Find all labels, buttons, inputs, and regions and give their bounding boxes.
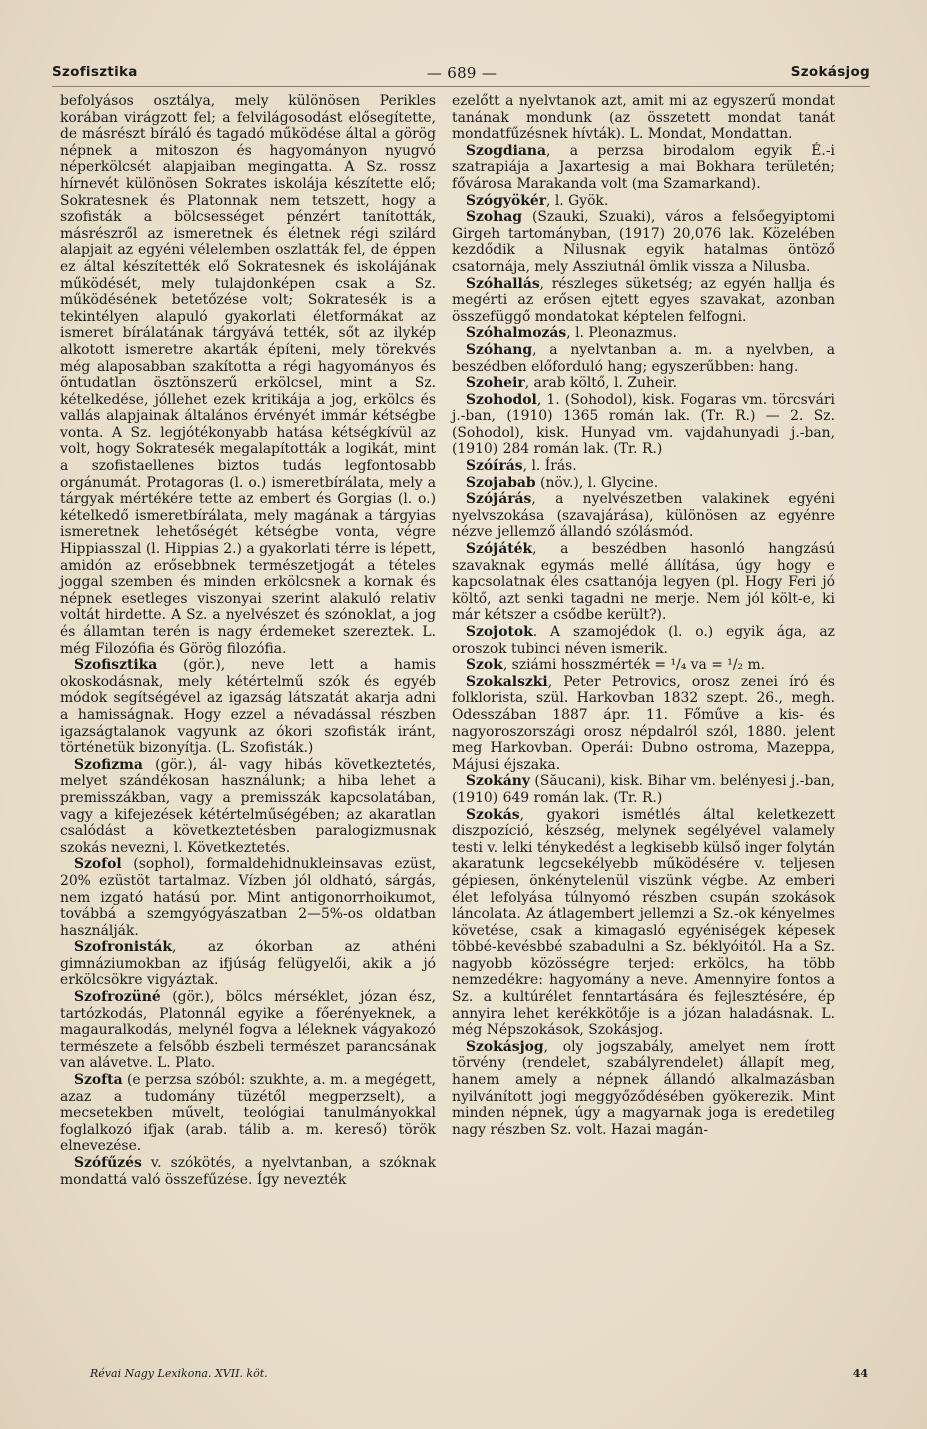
lexicon-entry — [60, 989, 436, 1072]
entry-text: , Peter Petrovics, orosz zenei író és folklorista, szül. Harkovban 1832 szept. 26., megh. Odesszában 1887 ápr. 11. Főműve a kis- és nagyoroszországi orosz népdalról szól, 1880. jelent meg Harkovban. Operái: Dubno ostroma, Mazeppa, Májusi éjszaka. — [452, 673, 835, 773]
entry-text: , részleges süketség; az egyén hallja és megérti az erősen ejtett egyes szavakat, azonban összefüggő mondatokat képtelen felfogni. — [452, 275, 835, 325]
entry-headword: Szokás — [466, 806, 520, 823]
lexicon-entry — [452, 541, 835, 624]
lexicon-entry — [60, 757, 436, 857]
lexicon-entry — [452, 674, 835, 774]
entry-text: (Săucani), kisk. Bihar vm. belényesi j.-ban, (1910) 649 román lak. (Tr. R.) — [452, 773, 836, 806]
entry-text: (gör.), bölcs mérséklet, józan ész, tartózkodás, Platonnál egyike a főerényeknek, a magauralkodás, melynél fogva a léleknek vágyakozó természete a felsőbb észbeli természet parancsának van alávetve. L. Plato. — [60, 989, 436, 1072]
entry-text: befolyásos osztálya, mely különösen Perikles korában virágzott fel; a felvilágosodást elősegítette, de másrészt bíráló és tagadó működése által a görög népnek a mitoszon és hagyományon nyugvó néperkölcsét alapjaiban megingatta. A Sz. rossz hírnevét különösen Sokrates iskolája készítette elő; Sokratesnek és Platonnak nem tetszett, hogy a szofisták a bölcsességet pénzért tanították, másrészről az ismeretnek és életnek régi szilárd alapjait az egyéni vélelemben oszlatták fel, de éppen ez által készítették elő Sokratesnek és iskolájának működését, mely tulajdonképen csak a Sz. működésének betetőzése volt; Sokratesék is a tekintélyen alapuló gyakorlati életformákat az ismeret bírálatának tárgyává tették, sőt az ilykép alkotott ismeretre akarták építeni, mely törekvés még alaposabban szakította a régi hagyományos és öntudatlan ösztönszerű erkölcsel, mint a Sz. kételkedése, jóllehet ezek kritikája a jog, erkölcs és vallás alapjainak általános érvényét immár kétségbe vonta. A Sz. legjótékonyabb hatása kétségkívül az volt, hogy Sokratesék megalapították a logikát, mint a szofistaellenes biztos tudás legfontosabb orgánumát. Protagoras (l. o.) ismeretbírálata, mely a tárgyak mértékére tette az embert és Gorgias (l. o.) kételkedő ismeretbírálata, mely magának a tárgyias ismeretnek lehetőségét kétségbe vonta, végre Hippiasszal (l. Hippias 2.) a gyakorlati térre is lépett, amidón az erősebbnek természetjogát a tételes joggal szemben és minden erkölcsnek a kornak és népnek esetleges viszonyai szerint alakuló relativ voltát hirdette. A Sz. a nyelvészet és szónoklat, a jog és államtan terén is nagy érdemeket szereztek. L. még Filozófia és Görög filozófia. — [60, 93, 436, 657]
lexicon-entry — [452, 325, 835, 342]
entry-text: (gör.), ál- vagy hibás következtetés, melyet szándékosan használunk; a hiba lehet a premisszákban, vagy a premisszák kapcsolatában, vagy a kifejezések kétértelműségében; az akaratlan csalódást a következtetésben paralogizmusnak szokás nevezni, l. Következtetés. — [60, 756, 436, 856]
lexicon-entry — [452, 1039, 835, 1139]
lexicon-entry — [452, 392, 835, 458]
lexicon-entry — [60, 1072, 436, 1155]
entry-text: , arab költő, l. Zuheir. — [524, 375, 678, 392]
entry-headword: Szokalszki — [466, 673, 548, 690]
lexicon-entry — [452, 807, 835, 1039]
entry-headword: Szofol — [74, 856, 122, 873]
entry-text: , oly jogszabály, amelyet nem írott törvény (rendelet, szabályrendelet) állapít meg, hanem amely a népnek állandó alkalmazásban nyilvánított jogi meggyőződésében gyökerezik. Mint minden népnek, úgy a magyarnak joga is eredetileg nagy részben Sz. volt. Hazai magán- — [452, 1038, 835, 1138]
entry-headword: Szójáték — [466, 541, 533, 558]
entry-headword: Szojotok — [466, 624, 533, 640]
entry-headword: Szofizma — [74, 756, 143, 773]
lexicon-entry — [60, 856, 436, 939]
entry-text: , l. Írás. — [522, 458, 577, 475]
entry-text: , az ókorban az athéni gimnáziumokban az ifjúság felügyelői, akik a jó erkölcsökre vigyáztak. — [60, 939, 436, 989]
entry-text: (gör.), neve lett a hamis okoskodásnak, mely kétértelmű szók és egyéb módok segítségével az igazság látszatát akarja adni a hamisságnak. Hogy ezzel a névadással részben igazságtalanok vagyunk az ókori szofisták iránt, történetük bizonyítja. (L. Szofisták.) — [60, 657, 436, 757]
header-rule — [52, 86, 870, 87]
entry-headword: Szofronisták — [74, 939, 172, 956]
entry-headword: Szohodol — [466, 391, 537, 408]
lexicon-entry — [452, 624, 835, 657]
lexicon-entry — [452, 657, 835, 674]
entry-headword: Szofisztika — [74, 657, 158, 674]
entry-headword: Szojabab — [466, 474, 536, 491]
lexicon-entry — [452, 193, 835, 210]
lexicon-entry — [452, 458, 835, 475]
entry-text: (Szauki, Szuaki), város a felsőegyiptomi Girgeh tartományban, (1917) 20,076 lak. Közelében kezdődik a Nilusnak egyik hatalmas öntöző csatornája, mely Assziutnál ömlik vissza a Nilusba. — [452, 209, 835, 275]
lexicon-entry — [452, 375, 835, 392]
right-column — [452, 93, 835, 1138]
entry-headword: Szofrozüné — [74, 989, 161, 1006]
entry-text: , a nyelvtanban a. m. a nyelvben, a beszédben előforduló hang; egyszerűbben: hang. — [452, 341, 835, 375]
entry-headword: Szóhallás — [466, 275, 540, 292]
footer — [90, 1367, 868, 1385]
entry-headword: Szoheir — [466, 375, 525, 392]
entry-text: , a beszédben hasonló hangzású szavaknak egymás mellé állítása, úgy hogy e kapcsolatnak éles csattanója legyen (pl. Hogy Feri jó költő, azt senki tagadni ne merje. Nem jól költ-e, ki már kétszer a csődbe került?). — [452, 541, 835, 624]
left-column — [60, 93, 436, 1188]
entry-headword: Szójárás — [466, 491, 532, 508]
entry-text: (e perzsa szóból: szukhte, a. m. a megégett, azaz a tudomány tüzétől megperzselt), a mecsetekben művelt, teológiai tanulmányokkal foglalkozó ifjak (arab. tálib a. m. kereső) török elnevezése. — [60, 1072, 436, 1155]
entry-text: , a nyelvészetben valakinek egyéni nyelvszokása (szavajárása), különösen az egyénre nézve jellemző állandó szólásmód. — [452, 491, 835, 541]
lexicon-entry — [452, 475, 835, 492]
entry-text: (sophol), formaldehidnukleinsavas ezüst, 20% ezüstöt tartalmaz. Vízben jól oldható, sárgás, nem izgató hatású por. Mint antigonorrhoikumot, továbbá a szemgyógyászatban 2—5%-os oldatban használják. — [60, 856, 436, 939]
entry-headword: Szógyökér — [466, 192, 547, 209]
page-number: — 689 — — [426, 64, 498, 82]
continued-text — [60, 93, 436, 657]
entry-text: , sziámi hosszmérték = ¹/₄ va = ¹/₂ m. — [502, 657, 766, 674]
entry-text: , gyakori ismétlés által keletkezett diszpozíció, készség, melynek segélyével valamely testi v. lelki ténykedést a legkisebb külső inger folytán akaratunk legcsekélyebb működésére v. teljesen gépiesen, önkénytelenül viszünk végbe. Az emberi élet lefolyása túlnyomó részben csupán szokások láncolata. Az átlagembert jellemzi a Sz.-ok kényelmes követése, csak a kimagasló egyéniségek képesek többé-kevésbbé szabadulni a Sz. béklyóitól. Ha a Sz. nagyobb közösségre terjed: erkölcs, ha több nemzedékre: hagyomány a neve. Amennyire fontos a Sz. a kultúrélet fenntartására és fejlesztésére, ép annyira lehet kerékkötője is a józan haladásnak. L. még Népszokások, Szokásjog. — [452, 806, 835, 1039]
entry-headword: Szohag — [466, 209, 522, 226]
running-header — [52, 64, 870, 86]
lexicon-entry — [452, 276, 835, 326]
lexicon-entry — [452, 491, 835, 541]
entry-headword: Szóhalmozás — [466, 325, 567, 342]
entry-headword: Szóírás — [466, 458, 523, 475]
entry-text: , 1. (Sohodol), kisk. Fogaras vm. törcsvári j.-ban, (1910) 1365 román lak. (Tr. R.) — 2. Sz. (Sohodol), kisk. Hunyad vm. vajdahunyadi j.-ban, (1910) 284 román lak. (Tr. R.) — [452, 391, 835, 458]
lexicon-entry — [60, 657, 436, 757]
lexicon-entry — [452, 773, 835, 806]
entry-headword: Szokásjog — [466, 1038, 544, 1055]
entry-headword: Szok — [466, 657, 503, 674]
header-right-keyword: Szokásjog — [790, 64, 870, 80]
entry-headword: Szokány — [466, 773, 530, 790]
footer-publication: Révai Nagy Lexikona. XVII. köt. — [90, 1367, 268, 1380]
lexicon-entry — [452, 209, 835, 275]
entry-text: . A szamojédok (l. o.) egyik ága, az oroszok tubinci néven ismerik. — [452, 624, 835, 657]
lexicon-entry — [60, 939, 436, 989]
lexicon-entry — [60, 1155, 436, 1188]
lexicon-entry — [452, 143, 835, 193]
entry-headword: Szóhang — [466, 341, 533, 358]
entry-text: , l. Pleonazmus. — [566, 325, 677, 342]
entry-text: (növ.), l. Glycine. — [535, 474, 659, 491]
entry-headword: Szofta — [74, 1072, 123, 1089]
entry-headword: Szogdiana — [466, 142, 546, 159]
continued-text — [452, 93, 835, 143]
entry-text: ezelőtt a nyelvtanok azt, amit mi az egyszerű mondat tanának mondunk (az összetett mondat tanát mondatfűzésnek hívták). L. Mondat, Mondattan. — [452, 93, 835, 143]
entry-text: , l. Gyök. — [546, 192, 609, 209]
footer-signature: 44 — [852, 1367, 868, 1380]
entry-text: v. szókötés, a nyelvtanban, a szóknak mondattá való összefűzése. Így nevezték — [60, 1155, 436, 1188]
header-left-keyword: Szofisztika — [52, 64, 138, 80]
entry-text: , a perzsa birodalom egyik É.-i szatrapiája a Jaxartesig a mai Bokhara területén; fővárosa Marakanda volt (ma Szamarkand). — [452, 142, 835, 192]
entry-headword: Szófűzés — [74, 1155, 142, 1171]
lexicon-entry — [452, 342, 835, 375]
